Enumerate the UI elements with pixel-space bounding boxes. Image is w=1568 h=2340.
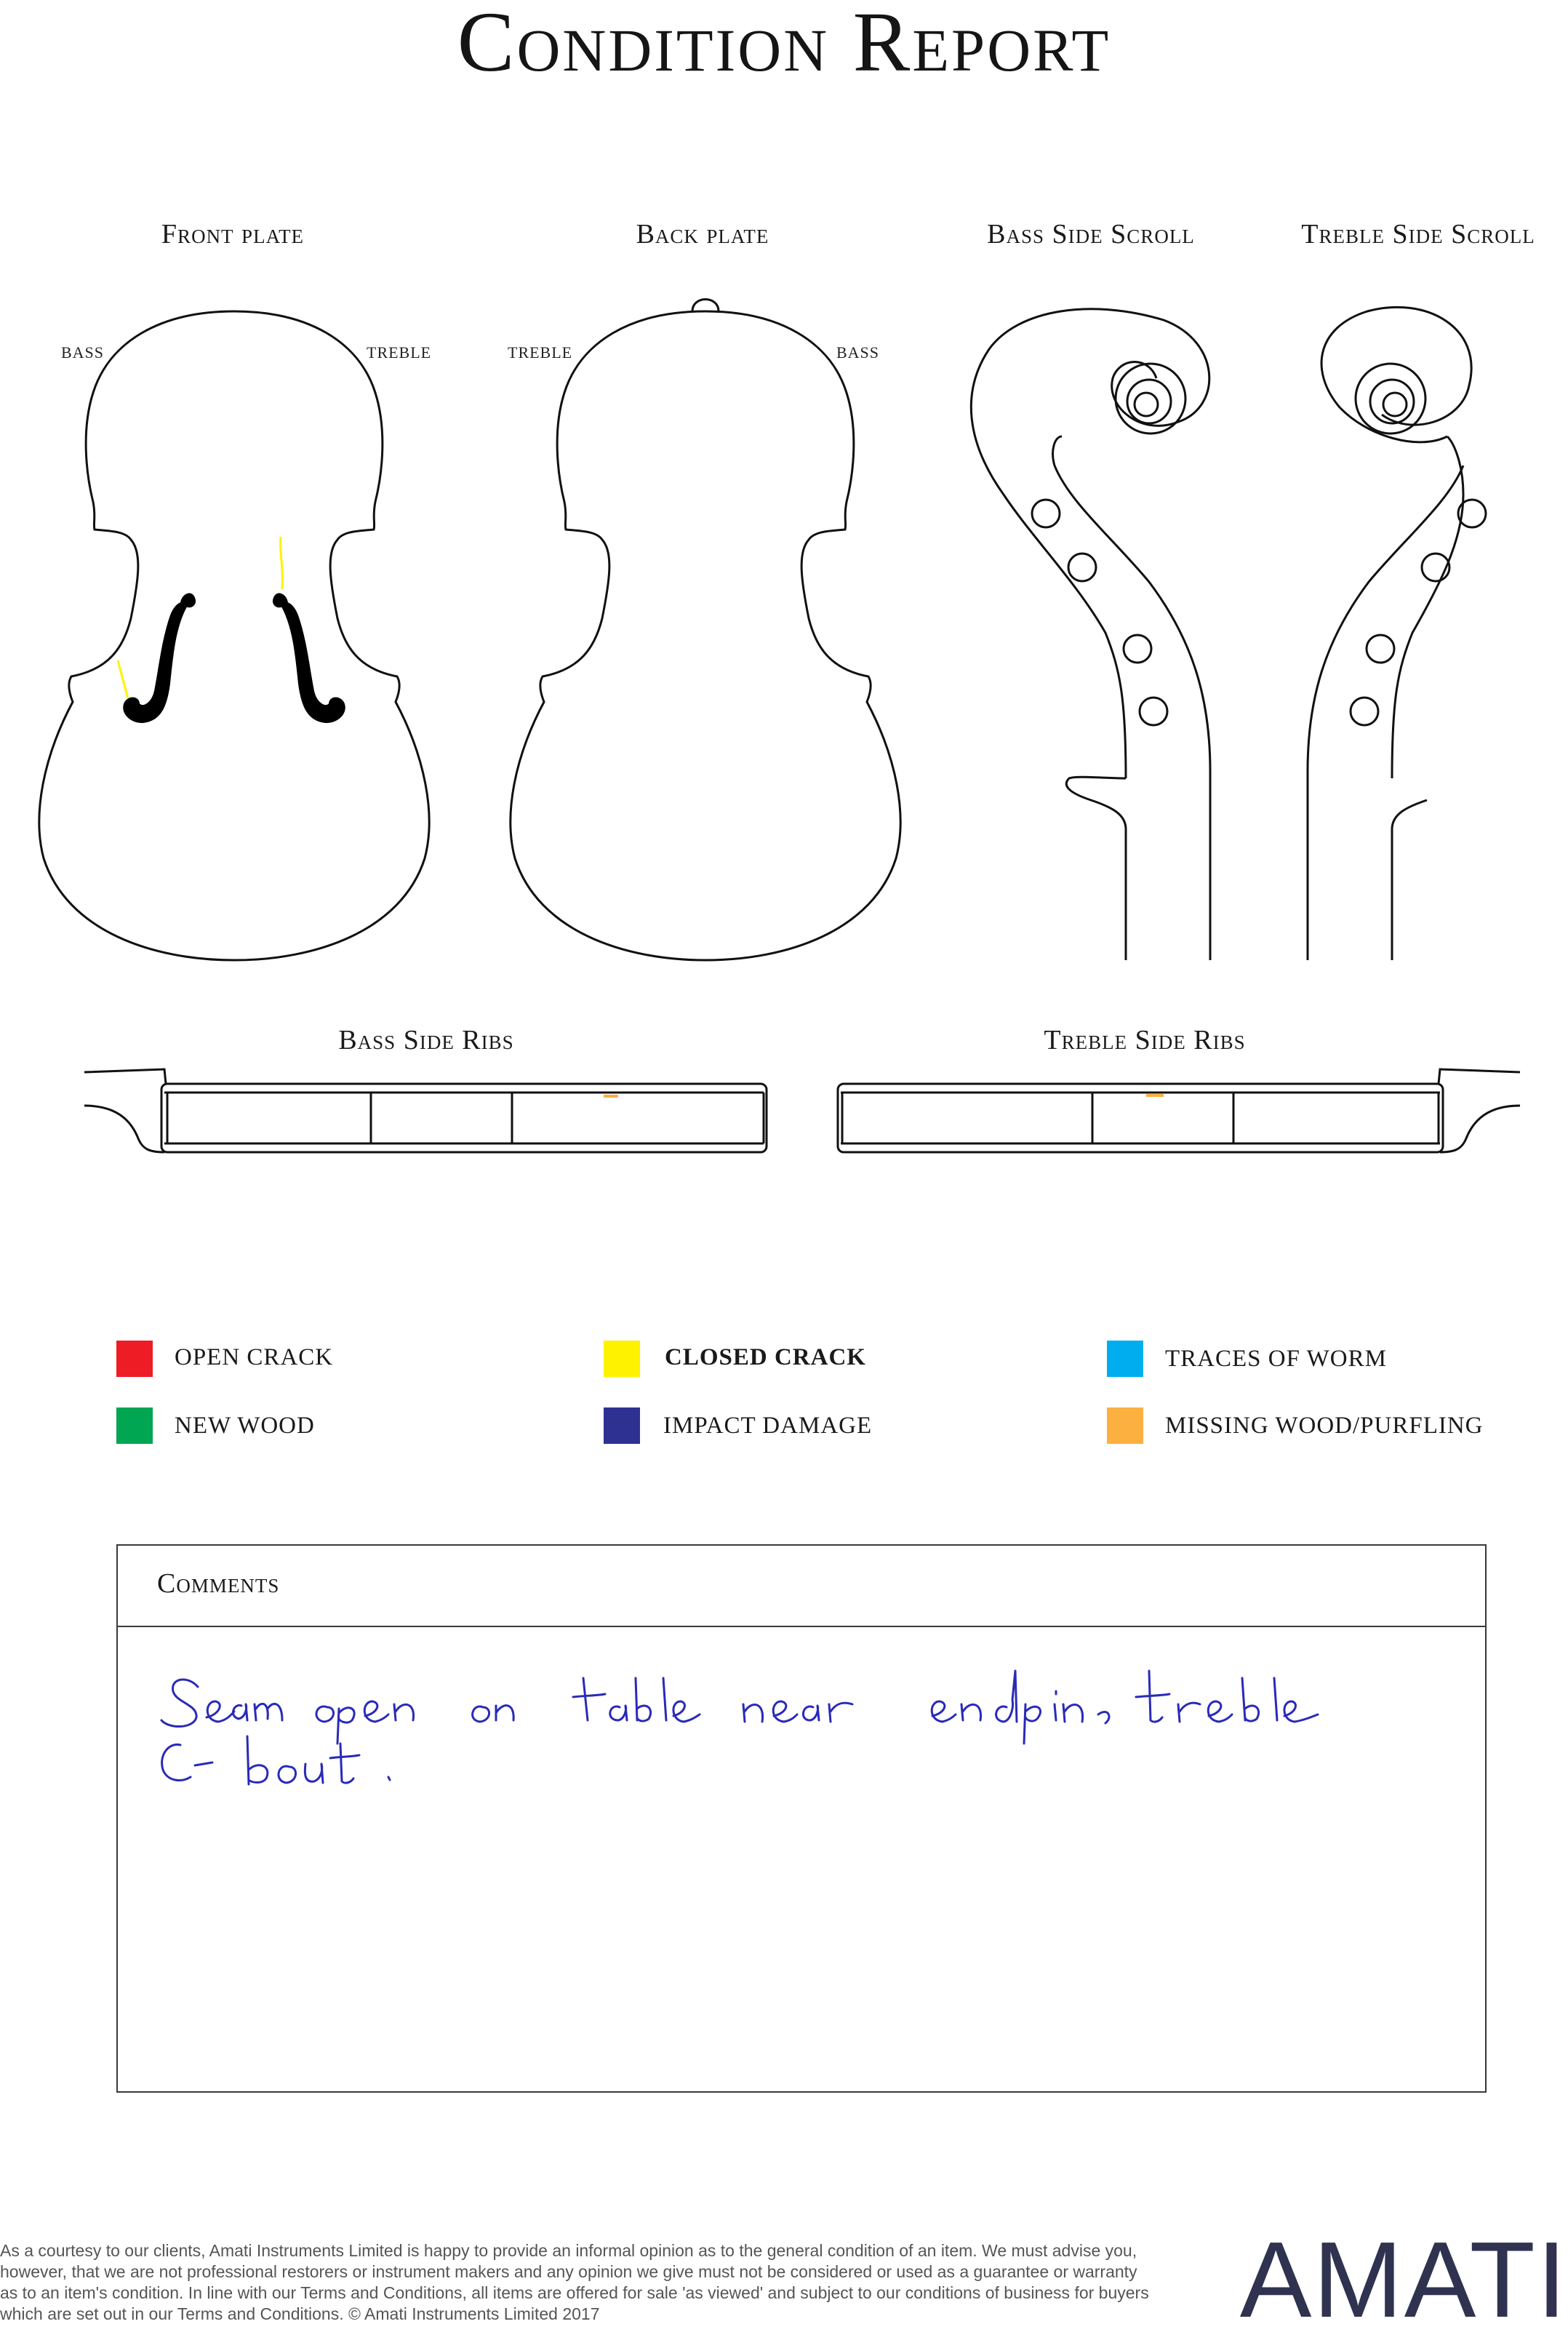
back-plate-treble-label: TREBLE: [508, 343, 573, 362]
comments-box: [116, 1544, 1487, 2093]
amati-logo: AMATI: [1239, 2220, 1568, 2340]
front-plate-label: Front plate: [161, 219, 305, 249]
legend-swatch-closed-crack: [604, 1341, 640, 1377]
legend-swatch-new-wood: [116, 1407, 153, 1444]
legend-swatch-traces-of-worm: [1107, 1341, 1143, 1377]
comments-header: [118, 1546, 1485, 1627]
treble-side-ribs-outline: [838, 1069, 1520, 1152]
bass-side-scroll-outline: [971, 309, 1210, 960]
front-plate-closed-crack: [281, 537, 283, 589]
legend-label-open-crack: OPEN CRACK: [175, 1344, 334, 1370]
bass-side-ribs-outline: [84, 1069, 767, 1152]
bass-side-scroll-label: Bass Side Scroll: [987, 219, 1195, 249]
legend-swatch-missing-wood: [1107, 1407, 1143, 1444]
legend-swatch-open-crack: [116, 1341, 153, 1377]
treble-side-scroll-label: Treble Side Scroll: [1301, 219, 1535, 249]
front-plate-bass-label: BASS: [61, 343, 105, 362]
back-plate-label: Back plate: [636, 219, 769, 249]
legend-label-missing-wood: MISSING WOOD/PURFLING: [1165, 1413, 1484, 1439]
f-holes: [124, 594, 344, 722]
legend-label-impact-damage: IMPACT DAMAGE: [663, 1413, 873, 1439]
back-plate-outline: [511, 300, 900, 961]
back-plate-bass-label: BASS: [836, 343, 880, 362]
front-plate-closed-crack-lower: [118, 660, 128, 698]
page-title: Condition Report: [457, 0, 1111, 89]
front-plate-treble-label: TREBLE: [367, 343, 432, 362]
treble-side-ribs-label: Treble Side Ribs: [1044, 1025, 1246, 1055]
bass-side-ribs-label: Bass Side Ribs: [338, 1025, 514, 1055]
treble-side-scroll-outline: [1308, 307, 1486, 960]
comments-title: Comments: [157, 1568, 280, 1599]
legend-swatch-impact-damage: [604, 1407, 640, 1444]
front-plate-outline: [39, 311, 432, 960]
disclaimer-text: As a courtesy to our clients, Amati Instruments Limited is happy to provide an informal opinion as to the general condition of an item. We must advise you, however, that we are not professional restorers or instrument makers and any opinion we give must not be considered or used as a guarantee or warranty as to an item's condition. In line with our Terms and Conditions, all items are offered for sale 'as viewed' and subject to our conditions of business for buyers which are set out in our Terms and Conditions. © Amati Instruments Limited 2017: [0, 2241, 1149, 2323]
legend-label-new-wood: NEW WOOD: [175, 1413, 315, 1439]
legend-label-closed-crack: CLOSED CRACK: [665, 1344, 866, 1370]
handwritten-comment: [118, 1627, 1488, 1845]
legend-label-traces-of-worm: TRACES OF WORM: [1165, 1346, 1387, 1372]
